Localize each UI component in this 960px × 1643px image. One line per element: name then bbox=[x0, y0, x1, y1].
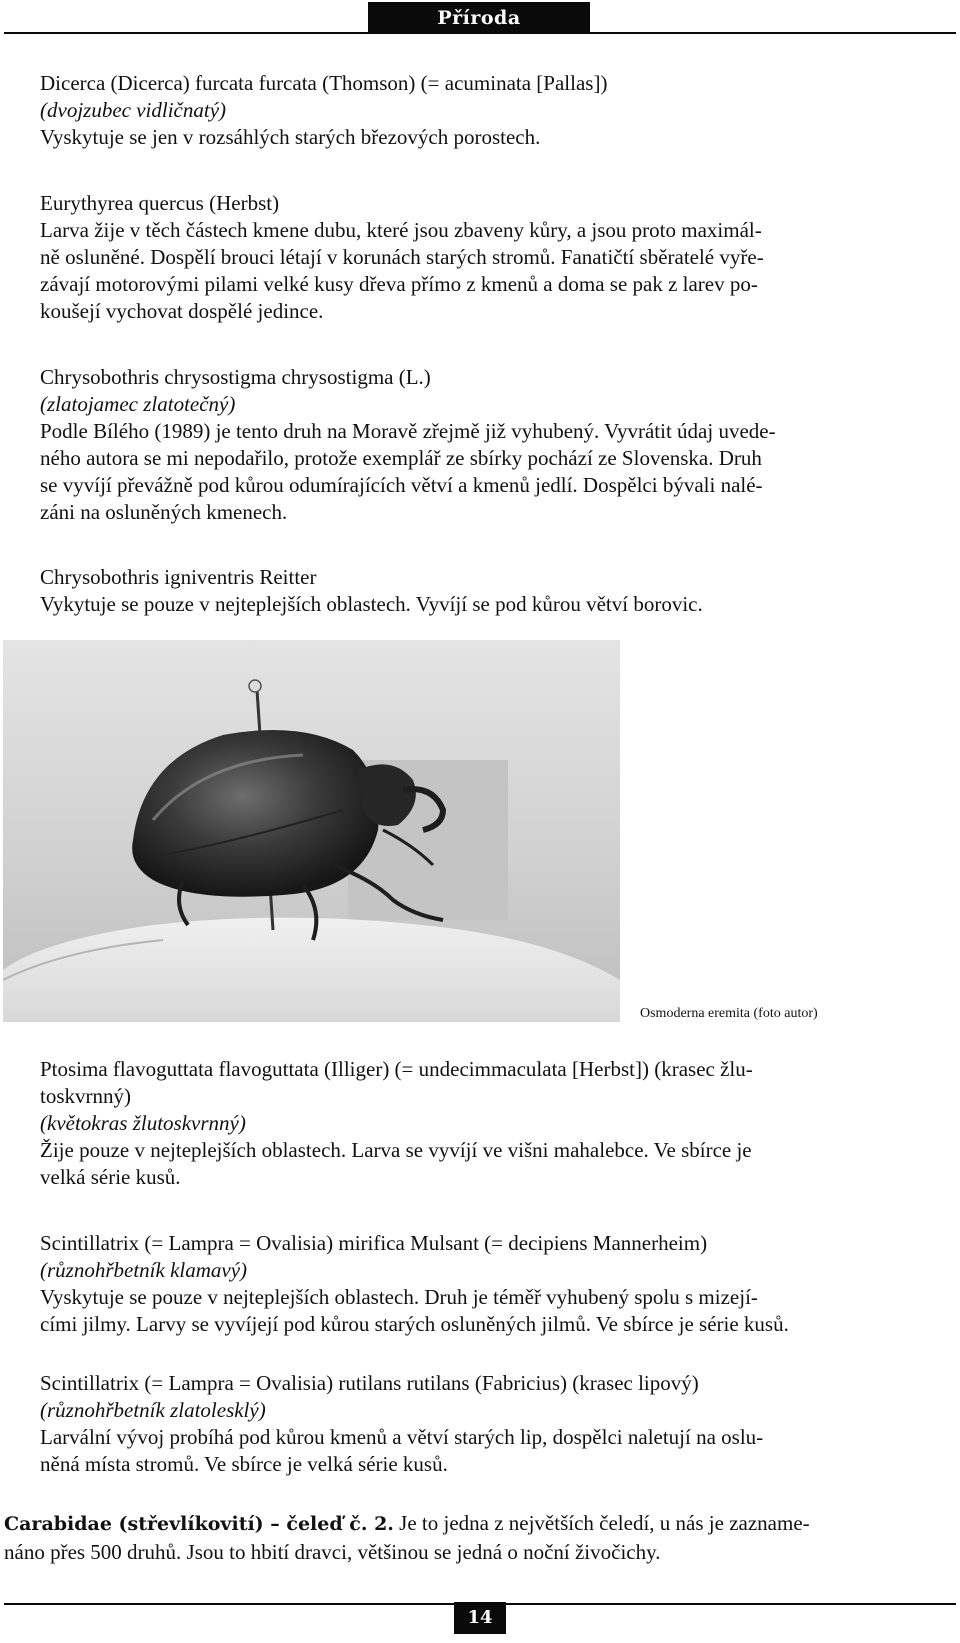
section-header: Příroda bbox=[368, 2, 590, 34]
entry-dicerca bbox=[40, 70, 956, 151]
species-common-name: (dvojzubec vidličnatý) bbox=[40, 98, 227, 122]
carabidae-text-line1: Je to jedna z největších čeledí, u nás je zazname- bbox=[393, 1511, 810, 1535]
species-common-name: (různohřbetník zlatolesklý) bbox=[40, 1398, 266, 1422]
entry-line: něná místa stromů. Ve sbírce je velká série kusů. bbox=[40, 1452, 448, 1476]
carabidae-heading: Carabidae (střevlíkovití) – čeleď č. 2. bbox=[4, 1513, 394, 1535]
species-common-name: (zlatojamec zlatotečný) bbox=[40, 392, 236, 416]
entry-line: ně osluněné. Dospělí brouci létají v korunách starých stromů. Fanatičtí sběratelé vyře- bbox=[40, 245, 764, 269]
beetle-photo bbox=[3, 640, 620, 1022]
entry-chrysobothris-chrysostigma bbox=[40, 364, 956, 526]
top-rule bbox=[4, 32, 956, 34]
entry-line: Vyskytuje se pouze v nejteplejších oblastech. Druh je téměř vyhubený spolu s mizejí- bbox=[40, 1285, 758, 1309]
entry-line: Larva žije v těch částech kmene dubu, které jsou zbaveny kůry, a jsou proto maximál- bbox=[40, 218, 762, 242]
entry-line: Podle Bílého (1989) je tento druh na Moravě zřejmě již vyhubený. Vyvrátit údaj uvede- bbox=[40, 419, 776, 443]
entry-line: závají motorovými pilami velké kusy dřeva přímo z kmenů a doma se pak z larev po- bbox=[40, 272, 758, 296]
entry-ptosima bbox=[40, 1056, 956, 1191]
entry-line: cími jilmy. Larvy se vyvíjejí pod kůrou starých osluněných jilmů. Ve sbírce je série kusů. bbox=[40, 1312, 789, 1336]
entry-line: Žije pouze v nejteplejších oblastech. Larva se vyvíjí ve višni mahalebce. Ve sbírce je bbox=[40, 1138, 752, 1162]
entry-chrysobothris-igniventris bbox=[40, 564, 956, 618]
entry-line: Eurythyrea quercus (Herbst) bbox=[40, 191, 280, 215]
entry-line: Larvální vývoj probíhá pod kůrou kmenů a větví starých lip, dospělci naletují na oslu- bbox=[40, 1425, 764, 1449]
photo-caption: Osmoderna eremita (foto autor) bbox=[640, 1006, 818, 1021]
entry-line: ného autora se mi nepodařilo, protože exemplář ze sbírky pochází ze Slovenska. Druh bbox=[40, 446, 762, 470]
species-common-name: (různohřbetník klamavý) bbox=[40, 1258, 248, 1282]
carabidae-paragraph bbox=[4, 1509, 956, 1566]
entry-line: Dicerca (Dicerca) furcata furcata (Thomson) (= acuminata [Pallas]) bbox=[40, 71, 608, 95]
entry-line: velká série kusů. bbox=[40, 1165, 181, 1189]
entry-line: Chrysobothris chrysostigma chrysostigma (L.) bbox=[40, 365, 431, 389]
entry-scintillatrix-mirifica bbox=[40, 1230, 956, 1338]
entry-line: toskvrnný) bbox=[40, 1084, 131, 1108]
species-common-name: (květokras žlutoskvrnný) bbox=[40, 1111, 246, 1135]
entry-line: Chrysobothris igniventris Reitter bbox=[40, 565, 317, 589]
entry-line: Vyskytuje se jen v rozsáhlých starých březových porostech. bbox=[40, 125, 541, 149]
entry-line: Scintillatrix (= Lampra = Ovalisia) mirifica Mulsant (= decipiens Mannerheim) bbox=[40, 1231, 708, 1255]
entry-line: Vykytuje se pouze v nejteplejších oblastech. Vyvíjí se pod kůrou větví borovic. bbox=[40, 592, 703, 616]
carabidae-text-line2: náno přes 500 druhů. Jsou to hbití dravci, většinou se jedná o noční živočichy. bbox=[4, 1540, 661, 1564]
entry-line: Ptosima flavoguttata flavoguttata (Illiger) (= undecimmaculata [Herbst]) (krasec žlu- bbox=[40, 1057, 753, 1081]
entry-line: Scintillatrix (= Lampra = Ovalisia) rutilans rutilans (Fabricius) (krasec lipový) bbox=[40, 1371, 699, 1395]
page-number: 14 bbox=[454, 1602, 506, 1634]
entry-line: záni na osluněných kmenech. bbox=[40, 500, 288, 524]
entry-eurythyrea bbox=[40, 190, 956, 325]
entry-line: se vyvíjí převážně pod kůrou odumírajících větví a kmenů jedlí. Dospělci bývali nalé- bbox=[40, 473, 763, 497]
entry-line: koušejí vychovat dospělé jedince. bbox=[40, 299, 324, 323]
entry-scintillatrix-rutilans bbox=[40, 1370, 956, 1478]
